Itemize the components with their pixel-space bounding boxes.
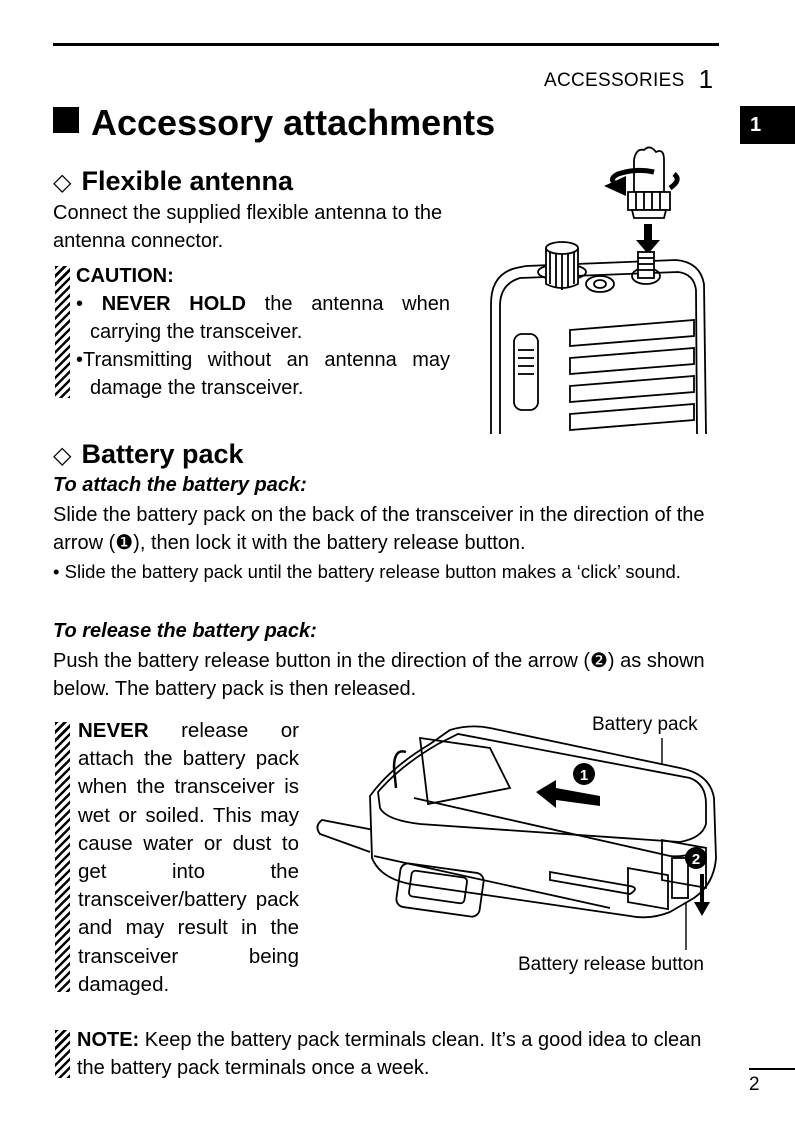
flexible-antenna-body: Connect the supplied flexible antenna to the antenna connector.: [53, 202, 443, 252]
attach-bullet-text: Slide the battery pack until the battery release button makes a ‘click’ sound.: [64, 561, 681, 582]
attach-heading: To attach the battery pack:: [53, 474, 307, 496]
battery-pack-illustration: [310, 708, 730, 980]
note-hatch-bar: [55, 1030, 70, 1078]
radio-top-icon: [491, 242, 706, 434]
caution-block: [76, 262, 450, 402]
battery-pack-heading-text: Battery pack: [81, 439, 244, 469]
caution-bullet-2-text: Transmitting without an antenna may damage the transceiver.: [83, 349, 450, 399]
radio-body-icon: [370, 726, 716, 917]
attach-body: [53, 501, 721, 557]
release-body: [53, 647, 723, 703]
warning-hatch-bar: [55, 722, 70, 992]
header-section: ACCESSORIES: [544, 70, 685, 91]
caution-hatch-bar: [55, 266, 70, 398]
diamond-icon: ◇: [53, 442, 72, 469]
caution-bullet-1-strong: NEVER HOLD: [101, 293, 246, 315]
header-chapter: 1: [698, 64, 714, 94]
arrow-2-marker: ❷: [589, 650, 608, 672]
page-title: [53, 102, 495, 144]
attach-bullet: • Slide the battery pack until the battery release button makes a ‘click’ sound.: [53, 561, 681, 582]
warning-text: release or attach the battery pack when the transceiver is wet or soiled. This may cause water or dust to get into the transceiver/battery pack and may result in the transceiver being damaged.: [78, 719, 299, 996]
note-text: Keep the battery pack terminals clean. It’s a good idea to clean the battery pack terminals once a week.: [77, 1029, 702, 1079]
release-heading: To release the battery pack:: [53, 620, 317, 642]
caution-label: CAUTION:: [76, 265, 174, 287]
label-battery-release-button: Battery release button: [518, 954, 704, 975]
note-block: [77, 1026, 722, 1082]
arrow-1-marker: ❶: [115, 532, 134, 554]
page-number: 2: [749, 1074, 760, 1095]
page-title-text: Accessory attachments: [91, 102, 496, 143]
antenna-attachment-illustration: [486, 144, 716, 436]
attach-body-text-2: ), then lock it with the battery release button.: [133, 532, 526, 554]
chapter-tab: 1: [740, 106, 795, 144]
diamond-icon: ◇: [53, 169, 72, 196]
warning-strong: NEVER: [78, 719, 149, 742]
caution-bullet-1-text: the antenna when carrying the transceiver.: [90, 293, 450, 343]
flexible-antenna-heading-text: Flexible antenna: [81, 166, 294, 196]
square-bullet-icon: [53, 107, 79, 133]
attach-body-text-1: Slide the battery pack on the back of the transceiver in the direction of the arrow (: [53, 504, 705, 554]
diagram-marker-2: 2: [691, 851, 701, 868]
antenna-stub-icon: [317, 820, 374, 852]
label-battery-pack: Battery pack: [592, 714, 698, 735]
note-label: NOTE:: [77, 1029, 140, 1051]
diagram-marker-1: 1: [579, 767, 589, 784]
page-number-rule: [749, 1068, 795, 1070]
header-rule: [53, 43, 719, 46]
down-arrow-icon: [636, 224, 660, 254]
release-body-text-2: ) as shown below. The battery pack is then released.: [53, 650, 705, 700]
release-body-text-1: Push the battery release button in the direction of the arrow (: [53, 650, 590, 672]
flexible-antenna-heading: [53, 166, 293, 197]
battery-pack-heading: [53, 439, 244, 470]
warning-block: [78, 717, 299, 999]
caution-bullet-1: • NEVER HOLD the antenna when carrying the transceiver.: [76, 293, 450, 343]
antenna-cap-icon: [628, 147, 670, 218]
running-header: [544, 62, 713, 93]
caution-bullet-2: •Transmitting without an antenna may damage the transceiver.: [76, 349, 450, 399]
